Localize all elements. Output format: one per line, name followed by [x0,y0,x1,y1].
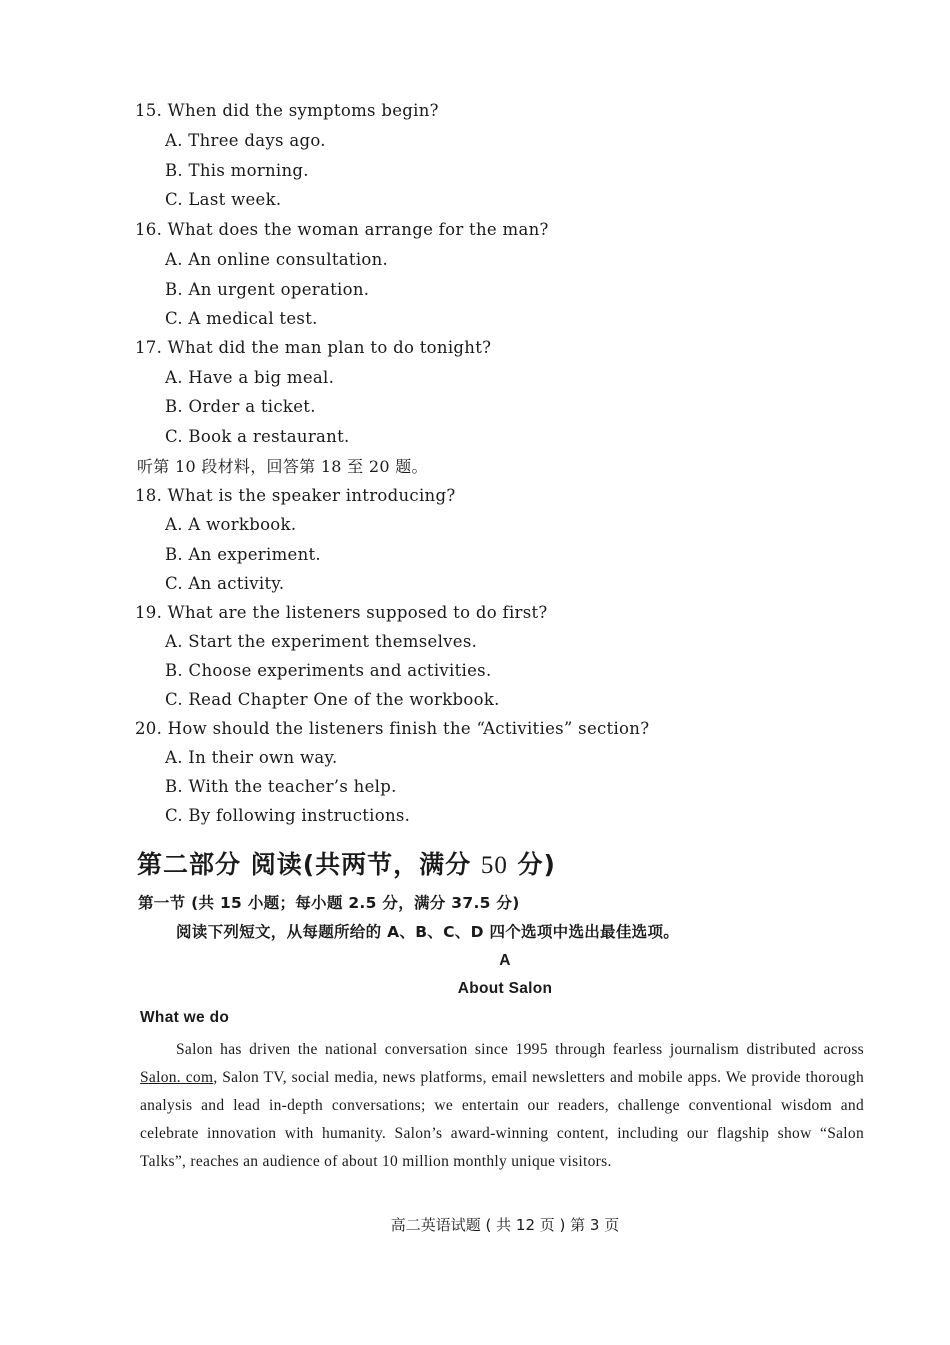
question-20-stem: 20. How should the listeners finish the “Activities” section? [135,719,650,738]
passage-text-after-link: , Salon TV, social media, news platforms, email newsletters and mobile apps. We provide thorough analysis and lead in-depth conversations; we entertain our readers, challenge conventional wisdom and celebrate innovation with humanity. Salon’s award-winning content, including our flagship show “Salon Talks”, reaches an audience of about 10 million monthly unique visitors. [140,1069,864,1170]
page-footer: 高二英语试题 ( 共 12 页 ) 第 3 页 [390,1216,620,1234]
part-two-heading-suffix: 分) [507,850,556,879]
question-18-option-c: C. An activity. [165,574,285,593]
question-17-option-b: B. Order a ticket. [165,397,316,416]
question-15-stem: 15. When did the symptoms begin? [135,101,439,120]
passage-paragraph [140,1036,864,1176]
question-18-option-b: B. An experiment. [165,545,321,564]
question-20-option-b: B. With the teacher’s help. [165,777,397,796]
question-16-option-b: B. An urgent operation. [165,280,370,299]
listening-instruction: 听第 10 段材料，回答第 18 至 20 题。 [137,457,428,476]
passage-text-before-link: Salon has driven the national conversation since 1995 through fearless journalism distributed across [176,1041,864,1058]
part-two-heading [137,845,556,881]
section-one-heading: 第一节 (共 15 小题；每小题 2.5 分，满分 37.5 分) [138,894,520,912]
reading-instruction: 阅读下列短文，从每题所给的 A、B、C、D 四个选项中选出最佳选项。 [176,923,680,941]
salon-link: Salon. com [140,1069,214,1086]
question-18-option-a: A. A workbook. [165,515,297,534]
question-16-option-c: C. A medical test. [165,309,318,328]
question-15-option-b: B. This morning. [165,161,309,180]
question-19-option-a: A. Start the experiment themselves. [165,632,478,651]
question-17-stem: 17. What did the man plan to do tonight? [135,338,492,357]
part-two-heading-prefix: 第二部分 阅读(共两节，满分 [137,850,481,879]
question-19-option-b: B. Choose experiments and activities. [165,661,492,680]
question-20-option-c: C. By following instructions. [165,806,411,825]
question-15-option-a: A. Three days ago. [165,131,326,150]
passage-title: About Salon [457,980,553,997]
question-16-option-a: A. An online consultation. [165,250,389,269]
question-17-option-a: A. Have a big meal. [165,368,335,387]
question-19-option-c: C. Read Chapter One of the workbook. [165,690,500,709]
passage-letter: A [499,952,511,969]
question-19-stem: 19. What are the listeners supposed to do first? [135,603,548,622]
question-17-option-c: C. Book a restaurant. [165,427,350,446]
question-16-stem: 16. What does the woman arrange for the man? [135,220,549,239]
question-20-option-a: A. In their own way. [165,748,338,767]
passage-subheading: What we do [140,1009,230,1026]
question-18-stem: 18. What is the speaker introducing? [135,486,456,505]
question-15-option-c: C. Last week. [165,190,282,209]
part-two-heading-score: 50 [480,852,508,879]
